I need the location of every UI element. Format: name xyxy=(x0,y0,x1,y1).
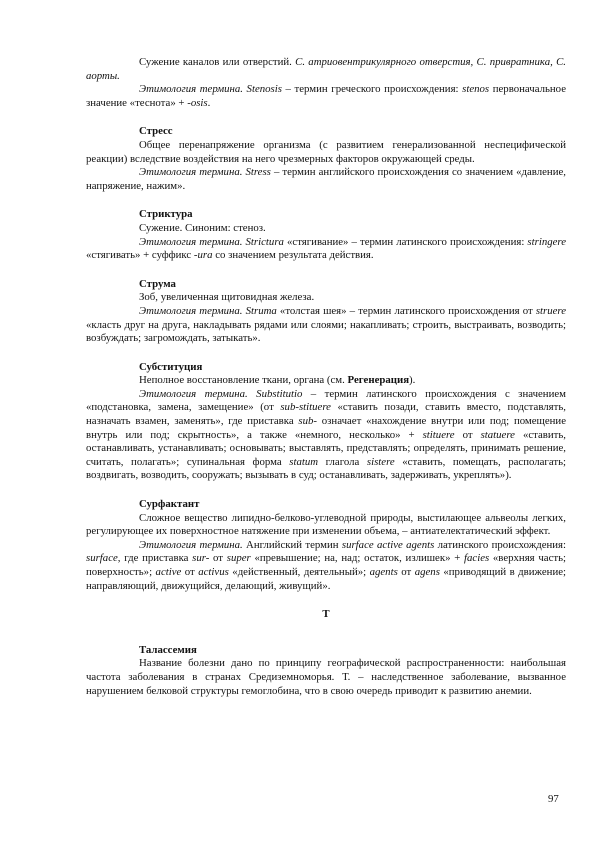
entry-title: Стриктура xyxy=(139,208,193,221)
definition: Сложное вещество липидно-белково-углеводной природы, выстилающее альвеолы легких, регулирующее их поверхностное натяжение при изменении объема, – антиателектатический эффект. xyxy=(86,511,566,538)
etymology: Этимология термина. Stenosis – термин греческого происхождения: stenos первоначальное значение «теснота» + -osis. xyxy=(86,83,566,109)
definition: Сужение каналов или отверстий. С. атриовентрикулярного отверстия, С. привратника, С. аорты. xyxy=(86,56,567,82)
etymology: Этимология термина. Struma «толстая шея» – термин латинского происхождения от struere «класть друг на друга, накладывать рядами или слоями; накапливать; строить, выстраивать, возводить; возбуждать; загромождать, затыкать». xyxy=(86,304,566,345)
definition: Название болезни дано по принципу географической распространенности: наибольшая частота заболевания в странах Средиземноморья. Т. – наследственное заболевание, вызванное нарушением белковой структуры гемоглобина, что в свою очередь приводит к развитию анемии. xyxy=(86,657,566,697)
entry-title: Струма xyxy=(139,277,176,290)
etymology: Этимология термина. Английский термин surface active agents латинского происхождения: surface, где приставка sur- от super «превышение; на, над; остаток, излишек» + facies «верхняя часть; поверхность»; active от activus «действенный, деятельный»; agents от agens «приводящий в движение; направляющий, движущийся, делающий, живущий». xyxy=(86,538,567,592)
definition: Неполное восстановление ткани, органа (см. Регенерация). xyxy=(139,374,416,387)
entry-surfactant xyxy=(86,498,566,593)
entry-stenosis xyxy=(86,56,566,110)
entry-title: Субституция xyxy=(139,360,203,373)
entry-substitution xyxy=(86,361,566,483)
etymology: Этимология термина. Strictura «стягивание» – термин латинского происхождения: stringere «стягивать» + суффикс -ura со значением результата действия. xyxy=(86,235,567,262)
entry-title: Сурфактант xyxy=(139,498,200,511)
page-number: 97 xyxy=(548,793,559,805)
entry-stress xyxy=(86,125,566,193)
entry-striktura xyxy=(86,208,566,262)
page-content xyxy=(86,56,566,713)
entry-title: Талассемия xyxy=(139,643,197,656)
section-letter: Т xyxy=(322,608,330,621)
etymology: Этимология термина. Stress – термин английского происхождения со значением «давление, напряжение, нажим». xyxy=(86,166,566,192)
definition: Зоб, увеличенная щитовидная железа. xyxy=(139,291,315,304)
entry-title: Стресс xyxy=(139,125,173,138)
definition: Общее перенапряжение организма (с развитием генерализованной неспецифической реакции) вследствие воздействия на него чрезмерных факторов окружающей среды. xyxy=(86,138,566,165)
etymology: Этимология термина. Substitutio – термин латинского происхождения с значением «подстановка, замена, замещение» (от sub-stituere «ставить позади, ставить вместо, подставлять, назначать взамен, заменять», где приставка sub- означает «нахождение внутри или под; помещение внутрь или под; скрытность», а также «немного, несколько» + stituere от statuere «ставить, останавливать, устанавливать; основывать; выставлять, представлять; определять, принимать решение, считать, полагать»; супинальная форма statum глагола sistere «ставить, помещать, располагать; воздвигать, возводить, сооружать; вызывать в суд; останавливать, задерживать, укреплять»). xyxy=(86,387,567,482)
entry-thalassemia xyxy=(86,644,566,698)
cross-reference: Регенерация xyxy=(347,374,410,387)
entry-struma xyxy=(86,278,566,346)
definition: Сужение. Синоним: стеноз. xyxy=(139,221,266,234)
